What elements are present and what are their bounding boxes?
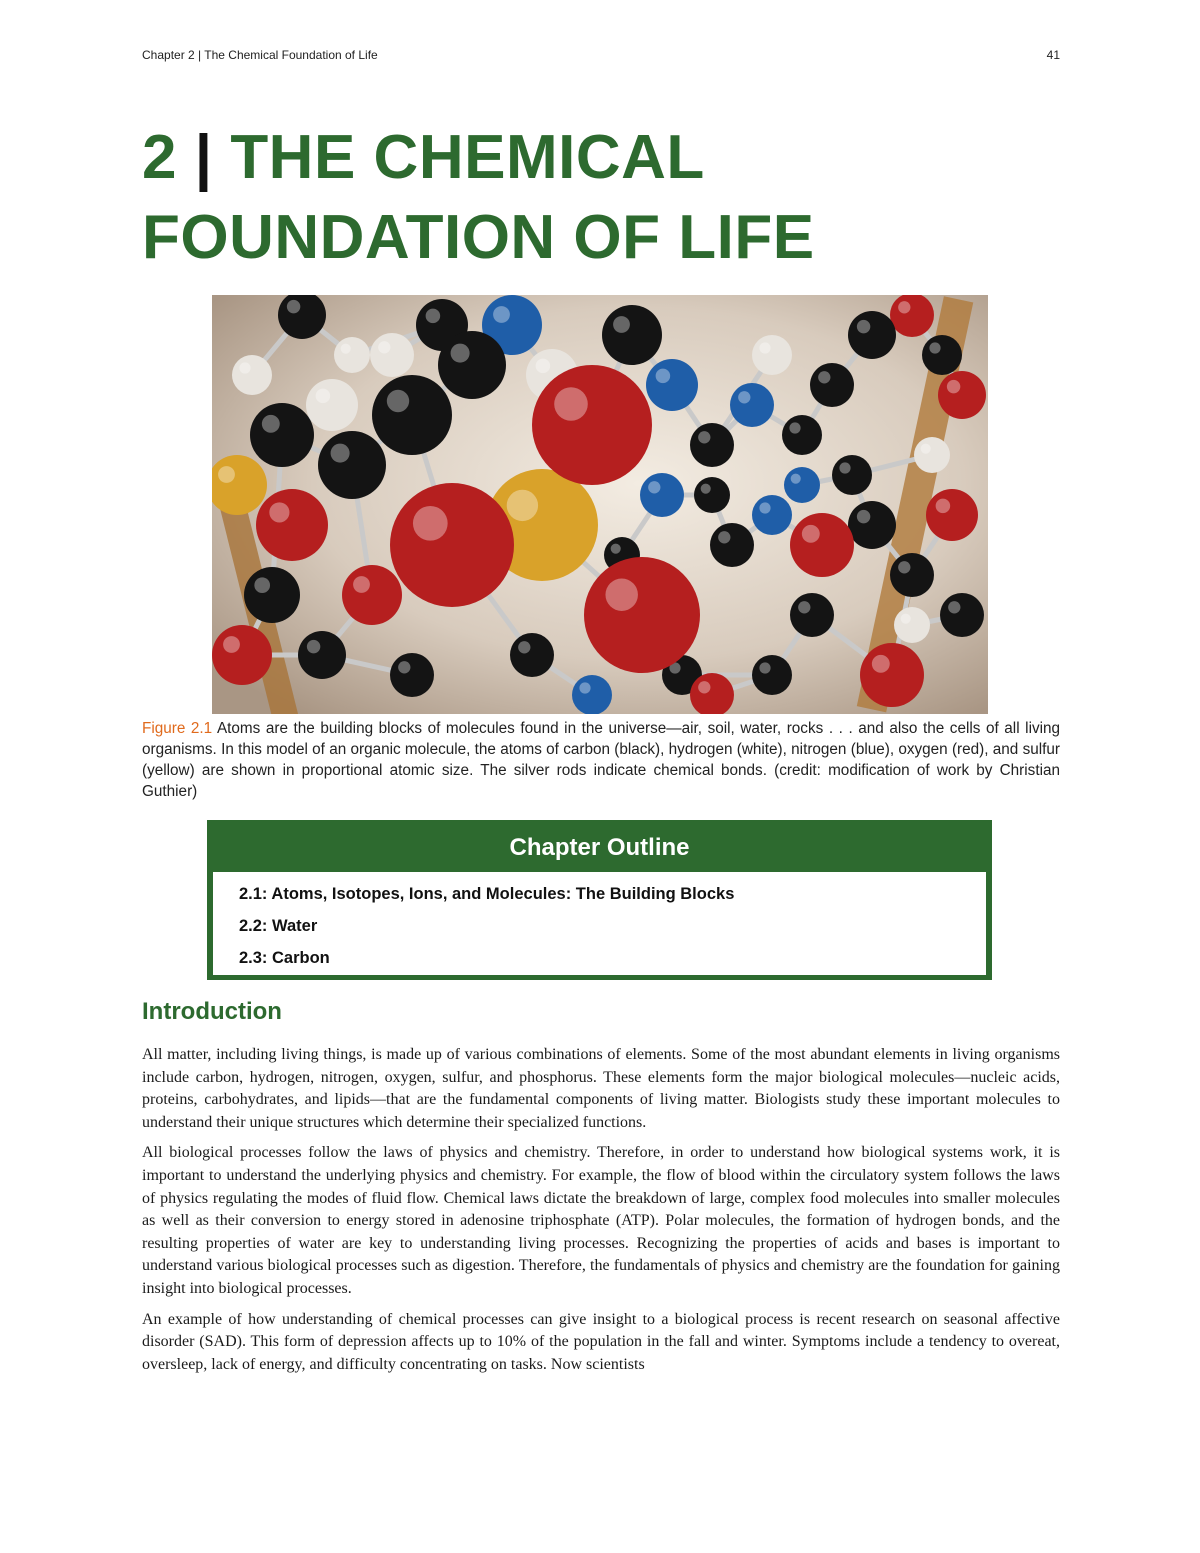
carbon-atom xyxy=(244,567,300,623)
atom-highlight xyxy=(536,359,551,374)
atom-highlight xyxy=(341,344,351,354)
atom-highlight xyxy=(254,577,270,593)
hydrogen-atom xyxy=(914,437,950,473)
atom-highlight xyxy=(857,510,870,523)
atom-highlight xyxy=(223,636,240,653)
nitrogen-atom-body xyxy=(640,473,684,517)
atom-highlight xyxy=(648,481,660,493)
carbon-atom-body xyxy=(694,477,730,513)
nitrogen-atom xyxy=(752,495,792,535)
oxygen-atom-body xyxy=(584,557,700,673)
atom-highlight xyxy=(554,387,588,421)
atom-highlight xyxy=(929,342,940,353)
nitrogen-atom-body xyxy=(572,675,612,714)
nitrogen-atom-body xyxy=(730,383,774,427)
oxygen-atom-body xyxy=(860,643,924,707)
atom-highlight xyxy=(839,462,850,473)
oxygen-atom xyxy=(532,365,652,485)
atom-highlight xyxy=(759,502,770,513)
carbon-atom xyxy=(318,431,386,499)
oxygen-atom-body xyxy=(256,489,328,561)
atom-highlight xyxy=(353,576,370,593)
running-title: Chapter 2 | The Chemical Foundation of Life xyxy=(142,48,378,62)
carbon-atom xyxy=(848,311,896,359)
nitrogen-atom xyxy=(730,383,774,427)
atom-highlight xyxy=(791,474,801,484)
chapter-outline-box xyxy=(207,820,992,980)
hydrogen-atom xyxy=(334,337,370,373)
hydrogen-atom-body xyxy=(752,335,792,375)
chapter-number: 2 xyxy=(142,123,177,192)
atom-highlight xyxy=(802,525,820,543)
carbon-atom-body xyxy=(244,567,300,623)
carbon-atom xyxy=(810,363,854,407)
carbon-atom xyxy=(602,305,662,365)
carbon-atom-body xyxy=(940,593,984,637)
hydrogen-atom-body xyxy=(894,607,930,643)
oxygen-atom xyxy=(790,513,854,577)
nitrogen-atom-body xyxy=(646,359,698,411)
carbon-atom-body xyxy=(782,415,822,455)
atom-highlight xyxy=(413,506,448,541)
carbon-atom-body xyxy=(298,631,346,679)
carbon-atom xyxy=(250,403,314,467)
atom-highlight xyxy=(493,306,510,323)
atom-highlight xyxy=(507,490,538,521)
atom-highlight xyxy=(605,578,637,610)
carbon-atom xyxy=(690,423,734,467)
carbon-atom-body xyxy=(438,331,506,399)
chapter-title xyxy=(142,118,1060,278)
atom-highlight xyxy=(698,681,710,693)
carbon-atom xyxy=(438,331,506,399)
atom-highlight xyxy=(798,601,810,613)
carbon-atom-body xyxy=(710,523,754,567)
carbon-atom-body xyxy=(690,423,734,467)
atom-highlight xyxy=(613,316,630,333)
oxygen-atom-body xyxy=(532,365,652,485)
atom-highlight xyxy=(898,301,910,313)
hydrogen-atom-body xyxy=(914,437,950,473)
atom-highlight xyxy=(378,341,390,353)
carbon-atom-body xyxy=(372,375,452,455)
atom-highlight xyxy=(718,531,730,543)
nitrogen-atom xyxy=(646,359,698,411)
nitrogen-atom-body xyxy=(784,467,820,503)
carbon-atom xyxy=(790,593,834,637)
introduction-body xyxy=(142,1044,1060,1384)
atom-highlight xyxy=(307,640,320,653)
hydrogen-atom xyxy=(306,379,358,431)
oxygen-atom-body xyxy=(390,483,514,607)
section-heading-introduction: Introduction xyxy=(142,998,282,1025)
hydrogen-atom-body xyxy=(334,337,370,373)
atom-highlight xyxy=(759,342,770,353)
oxygen-atom-body xyxy=(926,489,978,541)
atom-highlight xyxy=(239,362,250,373)
hydrogen-atom-body xyxy=(370,333,414,377)
oxygen-atom xyxy=(890,295,934,337)
oxygen-atom xyxy=(926,489,978,541)
carbon-atom-body xyxy=(810,363,854,407)
atom-highlight xyxy=(398,661,410,673)
page-number: 41 xyxy=(1046,48,1060,62)
hydrogen-atom xyxy=(752,335,792,375)
atom-highlight xyxy=(518,641,530,653)
atom-highlight xyxy=(611,544,621,554)
carbon-atom-body xyxy=(848,501,896,549)
atom-highlight xyxy=(857,320,870,333)
carbon-atom-body xyxy=(390,653,434,697)
oxygen-atom xyxy=(390,483,514,607)
carbon-atom-body xyxy=(832,455,872,495)
atom-highlight xyxy=(656,369,671,384)
carbon-atom-body xyxy=(752,655,792,695)
nitrogen-atom xyxy=(640,473,684,517)
oxygen-atom-body xyxy=(790,513,854,577)
carbon-atom-body xyxy=(510,633,554,677)
body-paragraph: All matter, including living things, is made up of various combinations of elements. Some of the most abundant elements in living organisms include carbon, hydrogen, nitrogen, oxygen, sulfur, and phosphorus. These elements form the major biological molecules—nucleic acids, proteins, carbohydrates, and lipids—that are the fundamental components of living matter. Biologists study these important molecules to understand their unique structures which determine their specialized functions. xyxy=(142,1046,1060,1131)
outline-item[interactable]: 2.2: Water xyxy=(239,917,318,935)
atom-highlight xyxy=(316,389,331,404)
body-paragraph: All biological processes follow the laws of physics and chemistry. Therefore, in order to understand how biological systems work, it is important to understand the underlying physics and chemistry. For example, the flow of blood within the circulatory system follows the laws of physics regulating the modes of fluid flow. Chemical laws dictate the breakdown of large, complex food molecules into smaller molecules as well as their conversion to energy stored in adenosine triphosphate (ATP). Polar molecules, the formation of hydrogen bonds, and the resulting properties of water are key to understanding living processes. Recognizing the properties of acids and bases is important to understand various biological processes such as digestion. Therefore, the fundamentals of physics and chemistry are the foundation for gaining insight into biological processes. xyxy=(142,1144,1060,1297)
oxygen-atom xyxy=(584,557,700,673)
body-paragraph: An example of how understanding of chemical processes can give insight to a biological process is recent research on seasonal affective disorder (SAD). This form of depression affects up to 10% of the population in the fall and winter. Symptoms include a tendency to overeat, oversleep, lack of energy, and difficulty concentrating on tasks. Now scientists xyxy=(142,1310,1060,1373)
hydrogen-atom-body xyxy=(306,379,358,431)
oxygen-atom xyxy=(860,643,924,707)
carbon-atom-body xyxy=(790,593,834,637)
carbon-atom xyxy=(710,523,754,567)
carbon-atom-body xyxy=(848,311,896,359)
nitrogen-atom xyxy=(784,467,820,503)
atom-highlight xyxy=(738,391,750,403)
carbon-atom xyxy=(372,375,452,455)
figure-caption xyxy=(142,718,1060,802)
chapter-separator: | xyxy=(194,123,213,192)
oxygen-atom-body xyxy=(890,295,934,337)
atom-highlight xyxy=(948,601,960,613)
atom-highlight xyxy=(818,371,830,383)
atom-highlight xyxy=(901,614,911,624)
hydrogen-atom xyxy=(232,355,272,395)
atom-highlight xyxy=(947,380,960,393)
molecule-model-illustration xyxy=(212,295,988,714)
running-header xyxy=(142,48,1060,62)
figure-label: Figure 2.1 xyxy=(142,720,213,737)
atom-highlight xyxy=(269,502,289,522)
carbon-atom-body xyxy=(602,305,662,365)
molecule-model-photo xyxy=(212,295,988,714)
chapter-title-line1: THE CHEMICAL xyxy=(230,123,705,192)
chapter-outline-title: Chapter Outline xyxy=(509,834,690,861)
hydrogen-atom-body xyxy=(232,355,272,395)
atom-highlight xyxy=(262,415,280,433)
oxygen-atom-body xyxy=(342,565,402,625)
oxygen-atom xyxy=(342,565,402,625)
oxygen-atom xyxy=(212,625,272,685)
carbon-atom xyxy=(940,593,984,637)
atom-highlight xyxy=(701,484,711,494)
oxygen-atom-body xyxy=(938,371,986,419)
carbon-atom xyxy=(752,655,792,695)
carbon-atom xyxy=(848,501,896,549)
atom-highlight xyxy=(426,309,441,324)
atom-highlight xyxy=(287,300,300,313)
atom-highlight xyxy=(759,662,770,673)
atom-highlight xyxy=(218,466,235,483)
atom-highlight xyxy=(331,444,350,463)
atom-highlight xyxy=(872,655,890,673)
carbon-atom-body xyxy=(250,403,314,467)
atom-highlight xyxy=(789,422,800,433)
nitrogen-atom xyxy=(572,675,612,714)
carbon-atom-body xyxy=(890,553,934,597)
carbon-atom xyxy=(694,477,730,513)
atom-highlight xyxy=(921,444,931,454)
carbon-atom-body xyxy=(318,431,386,499)
carbon-atom xyxy=(298,631,346,679)
carbon-atom xyxy=(390,653,434,697)
outline-item[interactable]: 2.3: Carbon xyxy=(239,949,330,967)
atom-highlight xyxy=(898,561,910,573)
carbon-atom-body xyxy=(922,335,962,375)
atom-highlight xyxy=(698,431,710,443)
chapter-title-line2: FOUNDATION OF LIFE xyxy=(142,203,815,272)
carbon-atom xyxy=(510,633,554,677)
atom-highlight xyxy=(451,344,470,363)
chapter-outline-list xyxy=(213,872,986,975)
oxygen-atom-body xyxy=(212,625,272,685)
atom-highlight xyxy=(579,682,590,693)
figure-caption-text: Atoms are the building blocks of molecules found in the universe—air, soil, water, rocks . . . and also the cells of all living organisms. In this model of an organic molecule, the atoms of carbon (black), hydrogen (white), nitrogen (blue), oxygen (red), and sulfur (yellow) are shown in proportional atomic size. The silver rods indicate chemical bonds. (credit: modification of work by Christian Guthier) xyxy=(142,720,1061,800)
outline-item[interactable]: 2.1: Atoms, Isotopes, Ions, and Molecules: The Building Blocks xyxy=(239,885,735,903)
carbon-atom xyxy=(832,455,872,495)
nitrogen-atom-body xyxy=(752,495,792,535)
oxygen-atom xyxy=(938,371,986,419)
carbon-atom xyxy=(922,335,962,375)
atom-highlight xyxy=(936,499,951,514)
hydrogen-atom xyxy=(370,333,414,377)
hydrogen-atom xyxy=(894,607,930,643)
oxygen-atom xyxy=(256,489,328,561)
carbon-atom xyxy=(782,415,822,455)
carbon-atom xyxy=(890,553,934,597)
atom-highlight xyxy=(387,390,409,412)
